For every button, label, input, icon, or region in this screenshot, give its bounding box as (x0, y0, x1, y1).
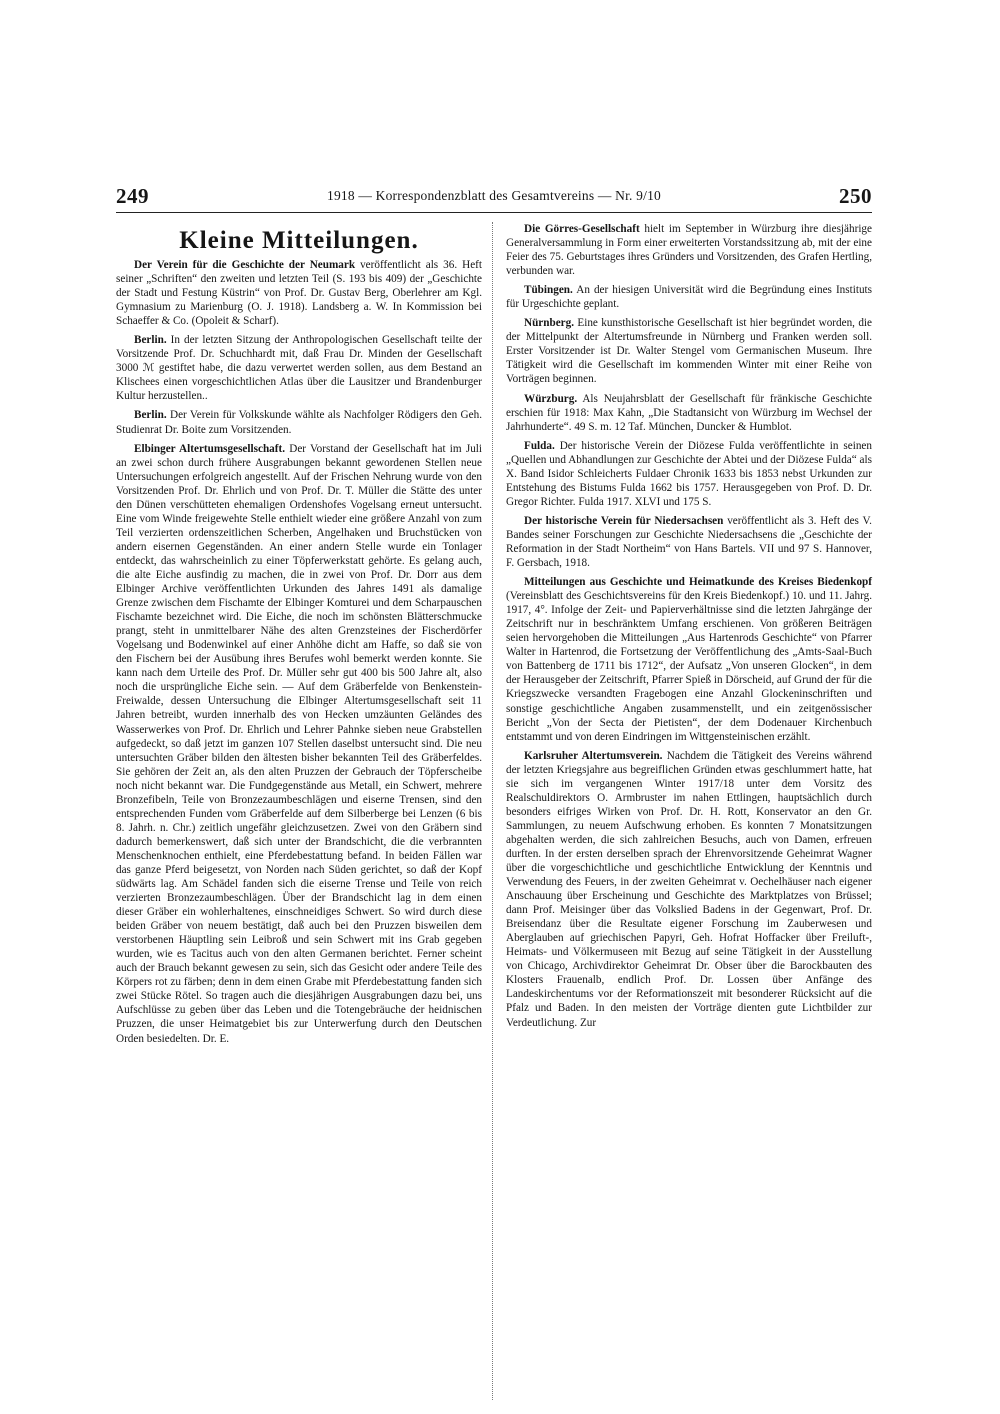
article-lead: Tübingen. (524, 284, 573, 297)
article-text: Als Neujahrsblatt der Gesellschaft für fränkische Geschichte erschien für 1918: Max Kahn, „Die Stadtansicht von Würzburg im Wechsel der Jahrhunderte“. 49 S. m. 12 Taf. München, Duncker & Humblot. (506, 392, 872, 433)
article-text: hielt im September in Würzburg ihre diesjährige Generalversammlung in Form einer erweiterten Vorstandssitzung ab, mit der eine Feier des 75. Geburtstages ihres Gründers und Vorsitzenden, des Grafen Hertling, verbunden war. (506, 223, 872, 278)
article-berlin-anthropology (116, 333, 482, 403)
article-goerres (506, 222, 872, 278)
header-rule (116, 212, 872, 213)
right-column (506, 222, 872, 1030)
article-text: An der hiesigen Universität wird die Begründung eines Instituts für Urgeschichte geplant. (506, 284, 872, 311)
article-tuebingen (506, 283, 872, 311)
article-lead: Fulda. (524, 439, 555, 452)
article-text: Nachdem die Tätigkeit des Vereins während der letzten Kriegsjahre aus begreiflichen Gründen etwas geschlummert hatte, hat sie sich im vergangenen Winter 1917/18 unter dem Vorsitz des Realschuldirektors O. Armbruster im nahen Ettlingen, hauptsächlich durch besonders eifriges Wirken von Prof. Dr. H. Rott, Konservator an den Gr. Sammlungen, zu neuem Aufschwung erhoben. Es konnten 7 Monatsitzungen abgehalten werden, die sich zahlreichen Besuchs, auch von Damen, erfreuen durften. In der ersten derselben sprach der Ehrenvorsitzende Geheimrat Wagner über die vorgeschichtliche und geschichtliche Entwicklung der Kenntnis und Verwendung des Feuers, in der zweiten Geheimrat v. Oechelhäuser nach eigener Anschauung über Erscheinung und Geschichte des Marktplatzes von Brüssel; dann Prof. Meisinger über das Volkslied Badens in der Gegenwart, Prof. Dr. Breisendanz über die Resultate eigener Forschung im Zauberwesen und Aberglauben auf griechischen Papyri, Geh. Hofrat Hoffacker über Freiluft-, Heimats- und Völkermuseen mit Bezug auf seine Tätigkeit in der Ausstellung von Chicago, Archivdirektor Geheimrat Dr. Obser über die Barockbauten des Klosters Frauenalb, endlich Prof. Dr. Lossen über Anfänge des Landeskirchentums vor der Reformationszeit mit besonderer Rücksicht auf die Pfalz und Baden. In den meisten der Vorträge dienten gute Lichtbilder zur Verdeutlichung. Zur (506, 749, 872, 1029)
running-header (116, 184, 872, 208)
page-number-right: 250 (839, 184, 872, 208)
article-nuernberg (506, 316, 872, 386)
article-text: In der letzten Sitzung der Anthropologischen Gesellschaft teilte der Vorsitzende Prof. Dr. Schuchhardt mit, daß Frau Dr. Minden der Gesellschaft 3000 ℳ gestiftet habe, die dazu verwertet werden sollen, aus dem Bestand an Klischees einen vorgeschichtlichen Atlas über die Lausitzer und Brandenburger Kultur herzustellen.. (116, 334, 482, 403)
article-lead: Der Verein für die Geschichte der Neumark (134, 259, 356, 271)
article-neumark (116, 258, 482, 328)
article-biedenkopf (506, 575, 872, 744)
article-lead: Der historische Verein für Niedersachsen (524, 514, 724, 527)
article-lead: Berlin. (134, 334, 167, 347)
article-text: veröffentlicht als 3. Heft des V. Bandes seiner Forschungen zur Geschichte Niedersachsens die „Geschichte der Reformation in der Stadt Northeim“ von Hans Bartels. VII und 97 S. Hannover, F. Gersbach, 1918. (506, 514, 872, 570)
article-text: Der Verein für Volkskunde wählte als Nachfolger Rödigers den Geh. Studienrat Dr. Boite zum Vorsitzenden. (116, 409, 482, 436)
article-berlin-volkskunde (116, 408, 482, 436)
article-lead: Karlsruher Altertumsverein. (524, 749, 663, 762)
article-text: Der Vorstand der Gesellschaft hat im Juli an zwei schon durch frühere Ausgrabungen bekannt gewordenen Stellen neue Untersuchungen erfolgreich angestellt. Auf der Frischen Nehrung wurde von den Vorsitzenden Prof. Dr. Ehrlich und von Prof. Dr. T. Müller die Stätte des unter den Dünen verschütteten ehemaligen Ordenshofes Vogelsang erneut untersucht. Eine vom Winde freigewehte Stelle enthielt wieder eine größere Anzahl von zum Teil verzierten ordenszeitlichen Scherben, Angelhaken und Bruchstücken von andern eisernen Gegenständen. An einer andern Stelle wurde ein Tonlager entdeckt, das wahrscheinlich zu einer Töpferwerkstatt gehörte. Es gelang auch, die alte Eiche ausfindig zu machen, die in zwei von Prof. Dr. Dorr aus dem Elbinger Archive veröffentlichten Urkunden des Jahres 1491 als damalige Grenze zwischen dem Fischamte der Elbinger Komturei und dem Scharpauschen Fischamte bezeichnet wird. Die Eiche, die noch im schönsten Blätterschmucke prangt, steht in unmittelbarer Nähe des alten Grenzsteines der Fischerdörfer Vogelsang und Bodenwinkel auf einer Anhöhe dicht am Haffe, so daß sie von den Fischern bei der Ausübung ihres Berufes wohl bemerkt werden konnte. Sie kann nach dem Urteile des Prof. Dr. Müller sehr gut 400 bis 500 Jahre alt, also noch die ursprüngliche Eiche sein. — Auf dem Gräberfelde von Benkenstein-Freiwalde, dessen Untersuchung die Elbinger Altertumsgesellschaft seit 11 Jahren betreibt, wurden innerhalb des von Hecken umzäunten Geländes des Wasserwerkes von Prof. Dr. Ehrlich und Lehrer Pahnke sieben neue Grabstellen aufgedeckt, so daß jetzt im ganzen 107 Stellen daselbst untersucht sind. Die neu untersuchten Gräber bilden den ältesten bisher bekannten Teil des Gräberfeldes. Sie gehören der Zeit an, als den alten Pruzzen der Gebrauch der Töpferscheibe noch nicht bekannt war. Die Fundgegenstände aus Metall, ein Schwert, mehrere Bronzefibeln, Teile von Bronzezaumbeschlägen und eiserne Trensen, sind den entsprechenden Funden vom Gräberfelde auf dem Silberberge bei Lenzen (6 bis 8. Jahrh. n. Chr.) zeitlich ungefähr gleichzusetzen. Zwei von den Gräbern sind dadurch bemerkenswert, daß sich unter der Brandschicht, die die verbrannten Menschenknochen enthielt, eine Pferdebestattung befand. In beiden Fällen war das ganze Pferd beigesetzt, von Norden nach Süden gerichtet, so daß der Kopf südwärts lag. Am Schädel fanden sich die eiserne Trense und Teile von reich verzierten Bronzezaumbeschlägen. Über der Brandschicht lag in dem einen dieser Gräber ein wohlerhaltenes, einschneidiges Schwert. So wird durch diese beiden Gräber von neuem bestätigt, daß auch bei den Pruzzen bisweilen dem verstorbenen Häuptling sein Leibroß und sein Schwert mit ins Grab gegeben wurden, wie es Tacitus auch von den alten Germanen berichtet. Ferner scheint auch der Brauch bekannt gewesen zu sein, sich das Gesicht oder andere Teile des Körpers rot zu färben; denn in dem einen Grabe mit Pferdebestattung fanden sich zwei Stücke Rötel. So tragen auch die diesjährigen Ausgrabungen dazu bei, uns Aufschlüsse zu geben über das Leben und die Totengebräuche der heidnischen Pruzzen, die unser Heimatgebiet bis zur Unterwerfung durch den Deutschen Orden besiedelten. Dr. E. (116, 442, 482, 1045)
article-karlsruhe (506, 749, 872, 1030)
left-column (116, 222, 482, 1046)
column-divider (492, 222, 493, 1400)
article-text: (Vereinsblatt des Geschichtsvereins für den Kreis Biedenkopf.) 10. und 11. Jahrg. 1917, 4°. Infolge der Zeit- und Papierverhältnisse sind die letzten Jahrgänge der Zeitschrift nur in beschränktem Umfang erschienen. Von größeren Beiträgen seien hervorgehoben die Mitteilungen „Aus Hartenrods Geschichte“ von Pfarrer Walter in Hartenrod, die Fortsetzung der Veröffentlichung des „Amts-Saal-Buch von Battenberg de 1711 bis 1712“, der Aufsatz „Von unseren Glocken“, in dem der Herausgeber der Zeitschrift, Pfarrer Spieß in Dörscheid, auf Grund der für die Kriegszwecke versandten Fragebogen eine Anzahl Glockeninschriften und sonstige geschichtliche Angaben zusammenstellt, und ein zeitgenössischer Bericht „Von der Secta der Pietisten“, der dem Dodenauer Kirchenbuch entstammt und von deren Eindringen im Wittgensteinischen erzählt. (506, 590, 872, 743)
page-number-left: 249 (116, 184, 149, 208)
article-lead: Würzburg. (524, 392, 578, 405)
article-lead: Elbinger Altertumsgesellschaft. (134, 442, 286, 455)
running-title: 1918 — Korrespondenzblatt des Gesamtvereins — Nr. 9/10 (327, 188, 661, 203)
article-niedersachsen (506, 514, 872, 570)
article-text: Eine kunsthistorische Gesellschaft ist hier begründet worden, die der Mittelpunkt der Altertumsfreunde in Nürnberg und Franken werden soll. Erster Vorsitzender ist Dr. Walter Stengel vom Germanischen Museum. Ihre Tätigkeit wird die Gesellschaft im kommenden Winter mit einer Reihe von Vorträgen beginnen. (506, 317, 872, 386)
article-lead: Nürnberg. (524, 317, 575, 330)
article-text: veröffentlicht als 36. Heft seiner „Schriften“ den zweiten und letzten Teil (S. 193 bis 409) der „Geschichte der Stadt und Festung Küstrin“ von Prof. Dr. Gustav Berg, Oberlehrer am Kgl. Gymnasium zu Marienburg (O. J. 1918). Landsberg a. W. In Kommission bei Schaeffer & Co. (Opoleit & Scharf). (116, 259, 482, 328)
article-elbing (116, 442, 482, 1046)
article-lead: Berlin. (134, 409, 167, 422)
article-wuerzburg (506, 392, 872, 434)
article-text: Der historische Verein der Diözese Fulda veröffentlichte in seinen „Quellen und Abhandlungen zur Geschichte der Abtei und der Diözese Fulda“ als X. Band Isidor Schleicherts Fuldaer Chronik 1633 bis 1853 nebst Urkunden zur Entstehung des Bistums Fulda 1662 bis 1757. Herausgegeben von Prof. D. Dr. Gregor Richter. Fulda 1917. XLVI und 175 S. (506, 439, 872, 508)
section-title: Kleine Mitteilungen. (179, 227, 419, 254)
article-lead: Mitteilungen aus Geschichte und Heimatkunde des Kreises Biedenkopf (524, 576, 872, 589)
article-lead: Die Görres-Gesellschaft (524, 223, 640, 235)
article-fulda (506, 439, 872, 509)
